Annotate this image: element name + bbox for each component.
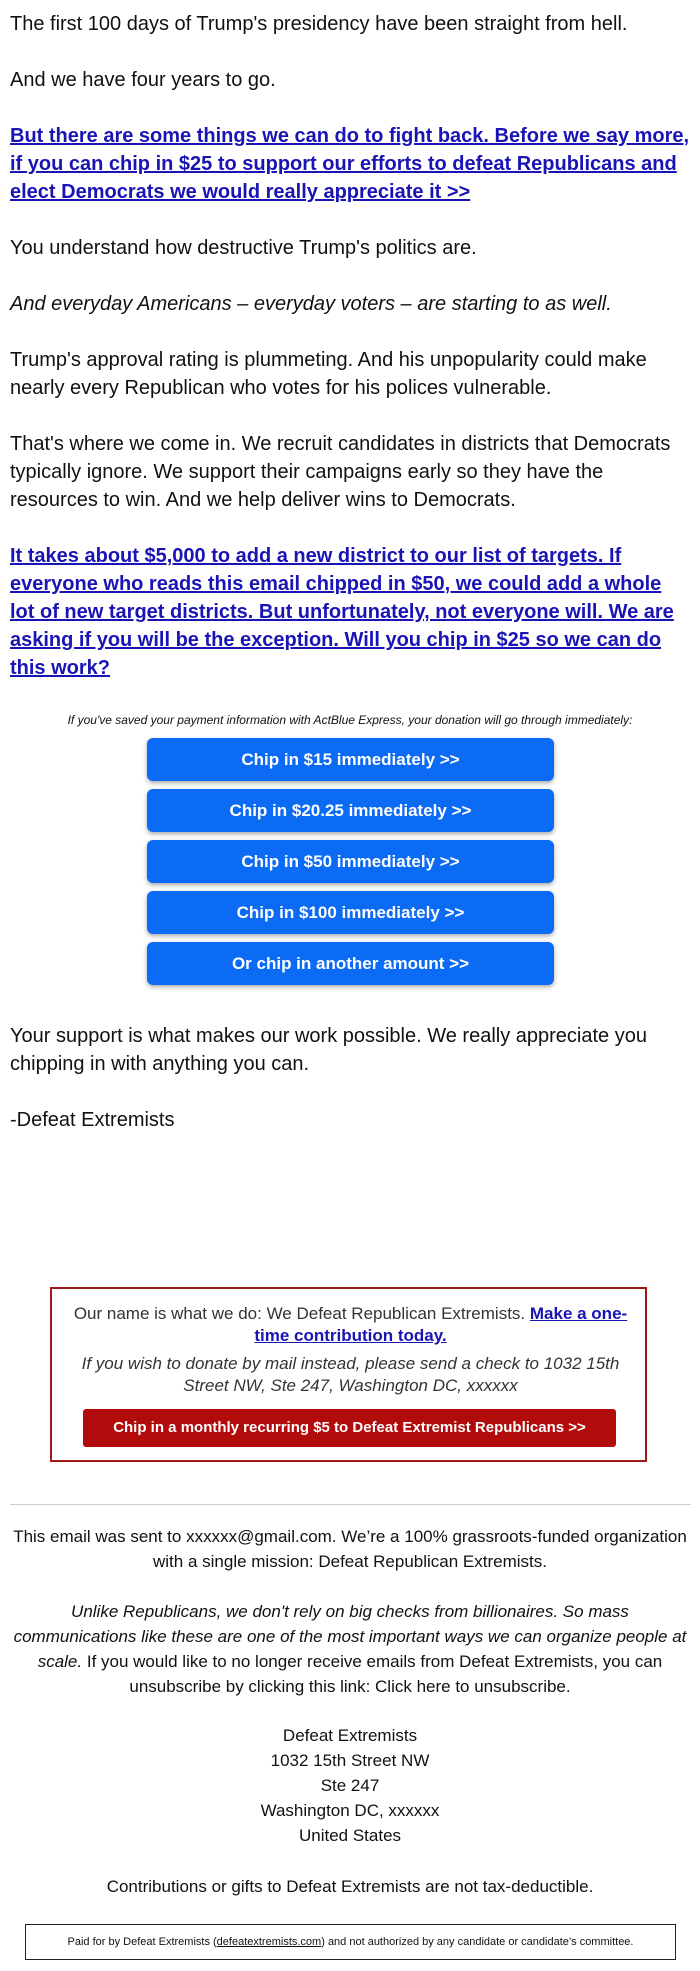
paid-for-disclaimer <box>25 1924 676 1960</box>
chip-100-button[interactable]: Chip in $100 immediately >> <box>147 891 554 934</box>
chip-15-button[interactable]: Chip in $15 immediately >> <box>147 738 554 781</box>
signature: -Defeat Extremists <box>10 1109 175 1131</box>
chip-20-25-button[interactable]: Chip in $20.25 immediately >> <box>147 789 554 832</box>
box-intro-text: Our name is what we do: We Defeat Republican Extremists. <box>73 1304 526 1323</box>
footer-sent-to: This email was sent to xxxxxx@gmail.com. We’re a 100% grassroots-funded organization with a single mission: Defeat Republican Extremists. <box>13 1527 687 1571</box>
cta-link-chip-25[interactable]: But there are some things we can do to fight back. Before we say more, if you can chip in $25 to support our efforts to defeat Republicans and elect Democrats we would really appreciate it >> <box>10 125 690 203</box>
actblue-note: If you've saved your payment information with ActBlue Express, your donation will go through immediately: <box>67 713 633 727</box>
one-time-contribution-link[interactable]: Make a one-time contribution today. <box>254 1304 628 1345</box>
chip-other-amount-button[interactable]: Or chip in another amount >> <box>147 942 554 985</box>
paragraph-four-years: And we have four years to go. <box>10 69 276 91</box>
paid-prefix: Paid for by Defeat Extremists ( <box>67 1936 217 1948</box>
paragraph-approval: Trump's approval rating is plummeting. And his unpopularity could make nearly every Republican who votes for his polices vulnerable. <box>10 349 647 399</box>
chip-50-button[interactable]: Chip in $50 immediately >> <box>147 840 554 883</box>
footer-unlike-text: Unlike Republicans, we don't rely on big checks from billionaires. So mass communications like these are one of the most important ways we can organize people at scale. <box>13 1602 687 1671</box>
intro-paragraph: The first 100 days of Trump's presidency have been straight from hell. <box>10 13 628 35</box>
paragraph-everyday-americans: And everyday Americans – everyday voters – are starting to as well. <box>10 293 612 315</box>
paragraph-support: Your support is what makes our work possible. We really appreciate you chipping in with anything you can. <box>10 1025 647 1075</box>
address-org: Defeat Extremists <box>282 1726 418 1745</box>
paragraph-destructive: You understand how destructive Trump's politics are. <box>10 237 477 259</box>
paragraph-where-we-come-in: That's where we come in. We recruit candidates in districts that Democrats typically ignore. We support their campaigns early so they have the resources to win. And we help deliver wins to Democrats. <box>10 433 671 511</box>
unsubscribe-text[interactable]: If you would like to no longer receive emails from Defeat Extremists, you can unsubscribe by clicking this link: Click here to unsubscribe. <box>82 1652 663 1696</box>
address-street: 1032 15th Street NW <box>270 1751 430 1770</box>
address-suite: Ste 247 <box>320 1776 380 1795</box>
tax-notice: Contributions or gifts to Defeat Extremists are not tax-deductible. <box>106 1877 594 1896</box>
cta-link-5000-district[interactable]: It takes about $5,000 to add a new district to our list of targets. If everyone who reads this email chipped in $50, we could add a whole lot of new target districts. But unfortunately, not everyone will. We are asking if you will be the exception. Will you chip in $25 so we can do this work? <box>10 545 674 679</box>
divider <box>10 1504 691 1505</box>
paid-suffix: ) and not authorized by any candidate or candidate’s committee. <box>321 1936 634 1948</box>
website-link[interactable]: defeatextremists.com <box>216 1936 322 1948</box>
box-intro <box>72 1303 629 1347</box>
mail-donation-text: If you wish to donate by mail instead, please send a check to 1032 15th Street NW, Ste 247, Washington DC, xxxxxx <box>81 1354 620 1395</box>
monthly-recurring-button[interactable]: Chip in a monthly recurring $5 to Defeat Extremist Republicans >> <box>83 1409 616 1447</box>
footer-unlike-block <box>10 1599 690 1699</box>
address-country: United States <box>298 1826 402 1845</box>
address-city: Washington DC, xxxxxx <box>260 1801 440 1820</box>
footer-address <box>10 1723 690 1848</box>
donation-box <box>50 1287 647 1462</box>
